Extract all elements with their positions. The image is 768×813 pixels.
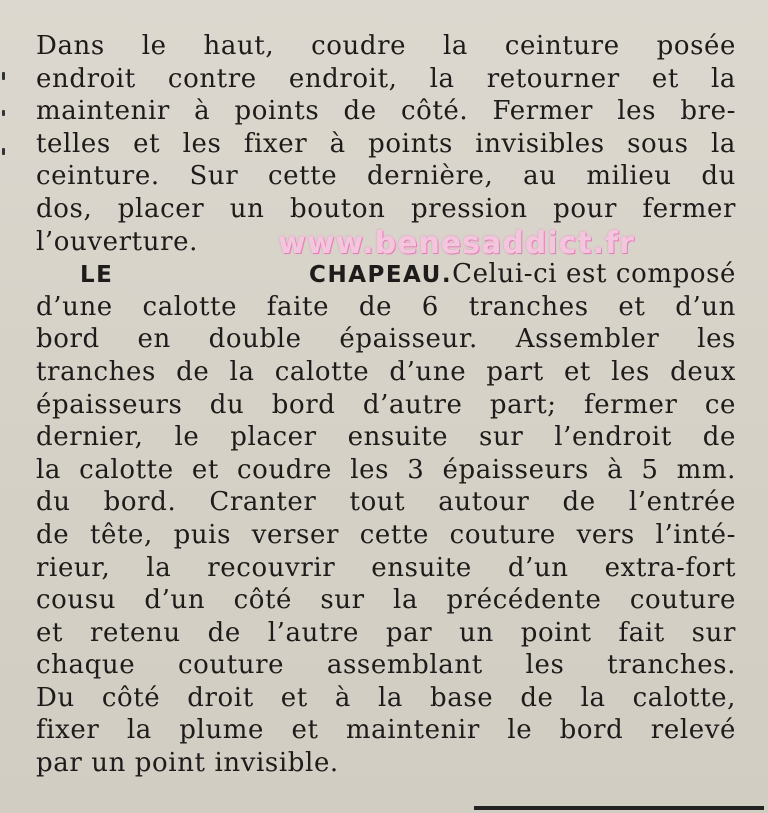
margin-mark: [2, 110, 5, 116]
text-line: et retenu de l’autre par un point fait sur: [36, 617, 736, 648]
text-line: chaque couture assemblant les tranches.: [36, 650, 736, 681]
text-line: cousu d’un côté sur la précédente couture: [36, 585, 736, 616]
text-line: Du côté droit et à la base de la calotte,: [36, 682, 736, 713]
text-line: endroit contre endroit, la retourner et la: [36, 63, 736, 94]
article-text: [36, 30, 736, 780]
text-line: dos, placer un bouton pression pour fermer: [36, 193, 736, 224]
margin-mark: [2, 72, 5, 80]
text-line: la calotte et coudre les 3 épaisseurs à 5 mm.: [36, 454, 736, 485]
text-line: de tête, puis verser cette couture vers l’inté-: [36, 519, 736, 550]
section-heading: LE CHAPEAU.: [80, 262, 453, 289]
watermark-url: www.benesaddict.fr: [278, 226, 635, 261]
text-line: épaisseurs du bord d’autre part; fermer ce: [36, 389, 736, 420]
text-line: tranches de la calotte d’une part et les deux: [36, 356, 736, 387]
text-line: maintenir à points de côté. Fermer les bre-: [36, 96, 736, 127]
text-fragment: Celui-ci est composé: [452, 259, 736, 290]
text-line: Dans le haut, coudre la ceinture posée: [36, 31, 736, 61]
text-line: telles et les fixer à points invisibles sous la: [36, 128, 736, 159]
section-heading-line: [36, 258, 736, 291]
text-line: fixer la plume et maintenir le bord relevé: [36, 715, 736, 746]
text-line: dernier, le placer ensuite sur l’endroit de: [36, 422, 736, 453]
bottom-rule-divider: [474, 806, 764, 810]
text-line: bord en double épaisseur. Assembler les: [36, 324, 736, 355]
text-line: ceinture. Sur cette dernière, au milieu du: [36, 161, 736, 192]
text-line: rieur, la recouvrir ensuite d’un extra-fort: [36, 552, 736, 583]
text-line: par un point invisible.: [36, 748, 339, 779]
text-line: d’une calotte faite de 6 tranches et d’un: [36, 291, 736, 322]
text-line: du bord. Cranter tout autour de l’entrée: [36, 487, 736, 518]
text-line: l’ouverture.: [36, 226, 198, 257]
margin-mark: [2, 148, 5, 155]
